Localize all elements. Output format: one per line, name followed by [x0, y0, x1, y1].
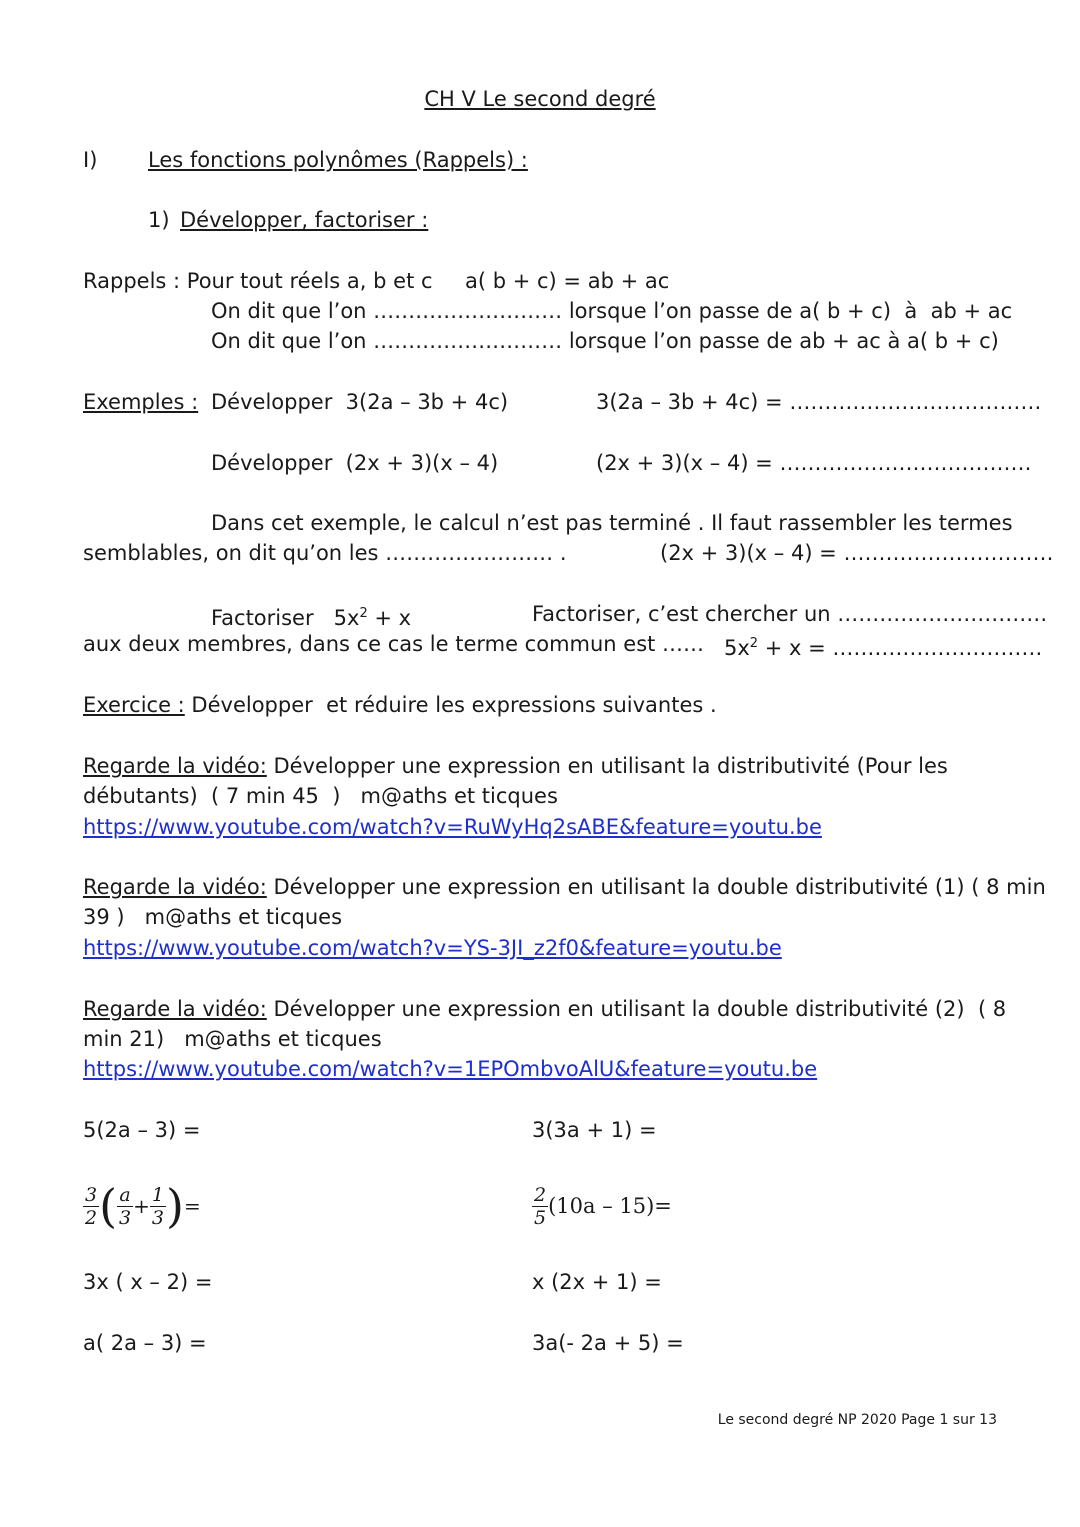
- video-3-line-2: min 21) m@aths et ticques: [83, 1027, 382, 1051]
- plus-sign: +: [133, 1194, 150, 1218]
- page-footer: Le second degré NP 2020 Page 1 sur 13: [717, 1412, 997, 1428]
- rappels-formula: a( b + c) = ab + ac: [465, 269, 670, 293]
- factor-left-text: Factoriser 5x: [211, 606, 360, 630]
- exercise-expr-3: 3x ( x – 2) =: [83, 1270, 213, 1294]
- video-2-link[interactable]: https://www.youtube.com/watch?v=YS-3JI_z2f0&feature=youtu.be: [83, 936, 782, 960]
- exercise-fraction-expr-2: [532, 1178, 672, 1234]
- equals-sign: =: [183, 1194, 201, 1218]
- exponent: 2: [749, 636, 759, 651]
- exercise-expr-6: 3a(- 2a + 5) =: [532, 1331, 684, 1355]
- exemples-label: Exemples :: [83, 390, 199, 414]
- example-1-left: Développer 3(2a – 3b + 4c): [211, 390, 509, 414]
- video-description: Développer une expression en utilisant la double distributivité (1) ( 8 min: [266, 875, 1046, 899]
- section-title: Les fonctions polynômes (Rappels) :: [148, 148, 528, 172]
- rappels-intro: Rappels : Pour tout réels a, b et c: [83, 269, 433, 293]
- exercise-expr-4: x (2x + 1) =: [532, 1270, 662, 1294]
- factor-line-2: aux deux membres, dans ce cas le terme commun est ……: [83, 632, 705, 656]
- factor-left-rest: + x: [367, 606, 412, 630]
- video-label: Regarde la vidéo:: [83, 754, 267, 778]
- factor-line-2-right: [724, 631, 1042, 661]
- fraction: [117, 1184, 133, 1229]
- video-1-line-1: [83, 753, 948, 779]
- example-paragraph-1: Dans cet exemple, le calcul n’est pas terminé . Il faut rassembler les termes: [211, 511, 1013, 535]
- fraction-body: (10a – 15)=: [548, 1194, 672, 1218]
- numerator: 2: [534, 1183, 547, 1206]
- video-description: Développer une expression en utilisant la distributivité (Pour les: [266, 754, 948, 778]
- example-2-right: (2x + 3)(x – 4) = ………………………………: [596, 451, 1032, 475]
- exercise-expr-2: 3(3a + 1) =: [532, 1118, 657, 1142]
- example-2-left: Développer (2x + 3)(x – 4): [211, 451, 499, 475]
- fraction: [532, 1184, 548, 1229]
- denominator: 3: [119, 1206, 132, 1229]
- factor-expr-rest: + x = …………………………: [758, 636, 1043, 660]
- example-paragraph-2: semblables, on dit qu’on les …………………… .: [83, 541, 567, 565]
- example-paragraph-2-right: (2x + 3)(x – 4) = …………………………: [660, 541, 1054, 565]
- exercise-expr-5: a( 2a – 3) =: [83, 1331, 207, 1355]
- example-1-right: 3(2a – 3b + 4c) = ………………………………: [596, 390, 1042, 414]
- video-description: Développer une expression en utilisant la double distributivité (2) ( 8: [266, 997, 1007, 1021]
- rappels-line-develop: On dit que l’on ……………………… lorsque l’on passe de a( b + c) à ab + ac: [211, 299, 1013, 323]
- open-paren: (: [99, 1179, 118, 1233]
- video-3-link[interactable]: https://www.youtube.com/watch?v=1EPOmbvoAlU&feature=youtu.be: [83, 1057, 818, 1081]
- section-number: I): [83, 148, 98, 172]
- numerator: 3: [85, 1183, 98, 1206]
- video-1-line-2: débutants) ( 7 min 45 ) m@aths et ticques: [83, 784, 558, 808]
- exponent: 2: [359, 606, 368, 621]
- numerator: a: [117, 1184, 133, 1207]
- denominator: 3: [151, 1206, 164, 1229]
- subsection-number: 1): [148, 208, 170, 232]
- video-3-line-1: [83, 996, 1006, 1022]
- factor-right: Factoriser, c’est chercher un …………………………: [532, 602, 1048, 626]
- exercise-label: Exercice :: [83, 693, 185, 717]
- video-label: Regarde la vidéo:: [83, 875, 267, 899]
- fraction: [150, 1184, 166, 1229]
- subsection-title: Développer, factoriser :: [180, 208, 429, 232]
- video-label: Regarde la vidéo:: [83, 997, 267, 1021]
- exercise-text: Développer et réduire les expressions suivantes .: [184, 693, 717, 717]
- rappels-line-factor: On dit que l’on ……………………… lorsque l’on passe de ab + ac à a( b + c): [211, 329, 999, 353]
- denominator: 5: [534, 1206, 547, 1229]
- page-title: CH V Le second degré: [424, 87, 656, 111]
- exercise-fraction-expr-1: [83, 1178, 201, 1234]
- factor-expr: 5x: [724, 636, 750, 660]
- factor-left: [211, 601, 411, 631]
- video-2-line-2: 39 ) m@aths et ticques: [83, 905, 343, 929]
- video-2-line-1: [83, 874, 1046, 900]
- fraction: [83, 1184, 99, 1229]
- denominator: 2: [85, 1206, 98, 1229]
- exercise-line: [83, 692, 717, 718]
- close-paren: ): [166, 1179, 184, 1233]
- video-1-link[interactable]: https://www.youtube.com/watch?v=RuWyHq2sABE&feature=youtu.be: [83, 815, 822, 839]
- exercise-expr-1: 5(2a – 3) =: [83, 1118, 201, 1142]
- numerator: 1: [151, 1183, 164, 1206]
